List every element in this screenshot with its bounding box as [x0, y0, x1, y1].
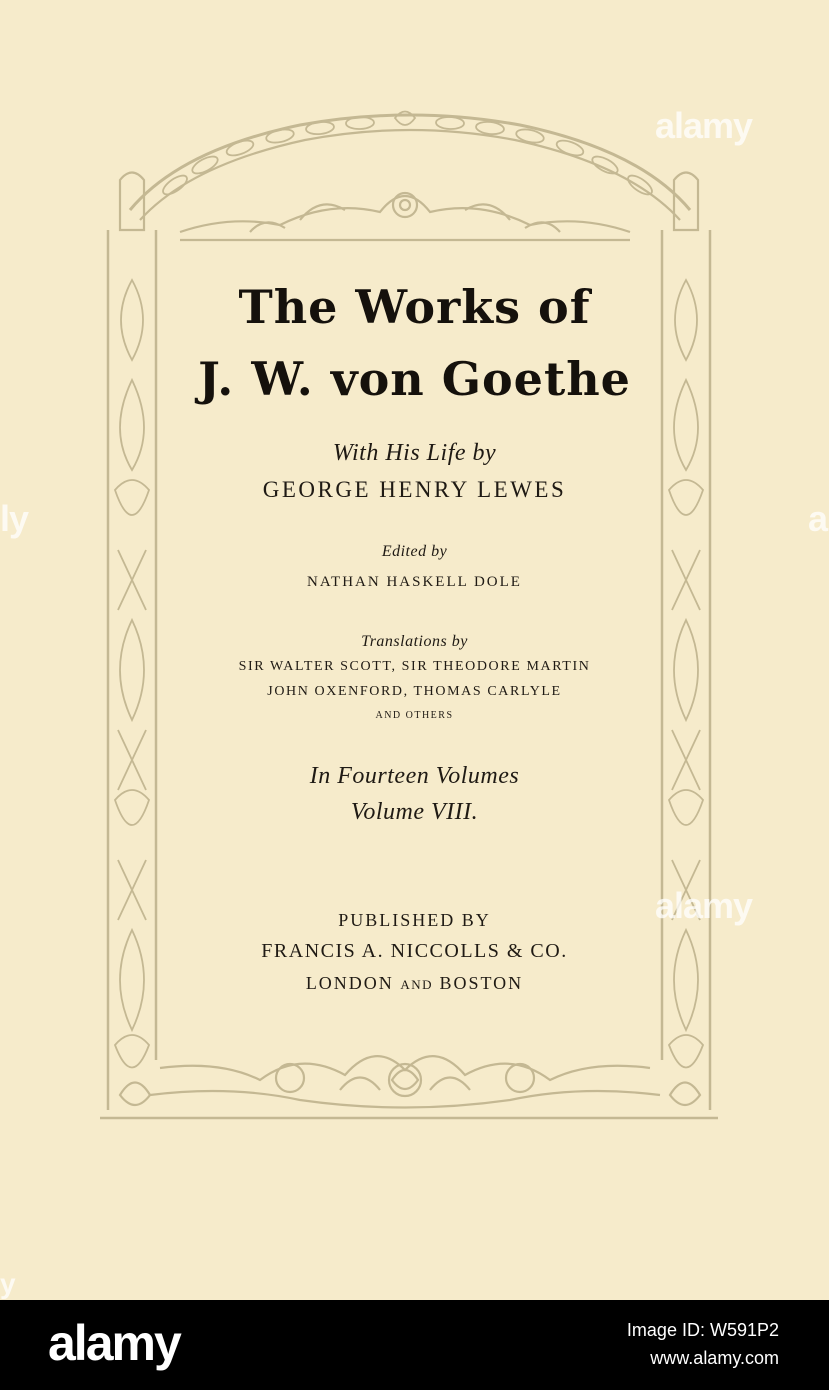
- translators-line-3: AND OTHERS: [375, 710, 454, 721]
- publisher-name: FRANCIS A. NICCOLLS & CO.: [261, 940, 568, 962]
- publisher-place: [0, 973, 829, 994]
- alamy-logo: alamy: [48, 1315, 180, 1371]
- title-line-2: J. W. von Goethe: [198, 352, 631, 406]
- watermark-top-right: alamy: [655, 105, 753, 146]
- place-and: AND: [400, 977, 433, 992]
- edited-by-label: Edited by: [381, 543, 448, 560]
- watermark-bottom-left: y: [0, 1268, 15, 1299]
- volumes-label: In Fourteen Volumes: [309, 763, 520, 789]
- site-url[interactable]: www.alamy.com: [650, 1348, 779, 1368]
- translators-line-2: JOHN OXENFORD, THOMAS CARLYLE: [267, 684, 562, 699]
- published-by-label: PUBLISHED BY: [338, 910, 491, 930]
- editor-name: NATHAN HASKELL DOLE: [307, 574, 522, 590]
- translations-by-label: Translations by: [361, 633, 468, 650]
- place-london: LONDON: [305, 973, 394, 993]
- volume-number: Volume VIII.: [350, 799, 479, 825]
- translators-line-1: SIR WALTER SCOTT, SIR THEODORE MARTIN: [238, 659, 591, 674]
- watermark-left-edge: ly: [0, 498, 29, 539]
- watermark-mid-right: alamy: [655, 885, 753, 926]
- stock-footer-bar: [0, 1300, 829, 1390]
- watermark-right-edge: a: [808, 498, 828, 539]
- title-line-1: The Works of: [238, 280, 591, 334]
- life-by-label: With His Life by: [332, 440, 497, 466]
- image-id: Image ID: W591P2: [626, 1320, 779, 1340]
- life-author: GEORGE HENRY LEWES: [262, 477, 567, 502]
- place-boston: BOSTON: [439, 973, 524, 993]
